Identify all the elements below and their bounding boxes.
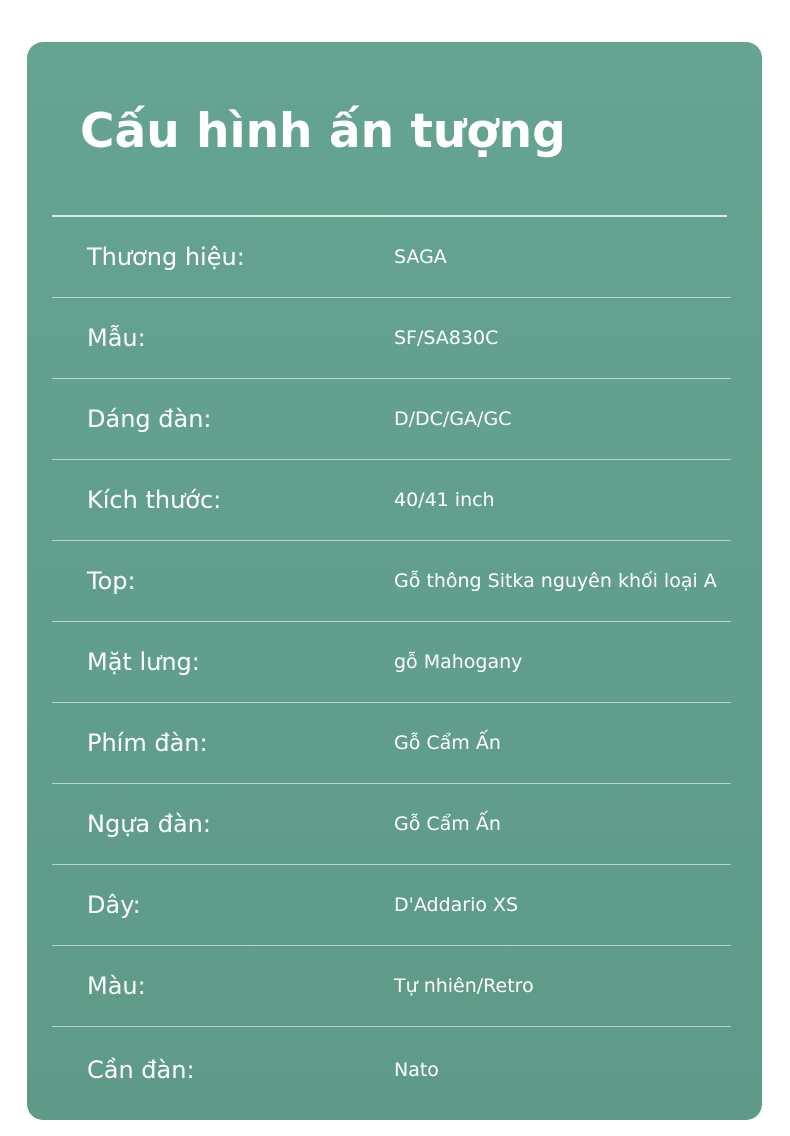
spec-row-top [52, 541, 731, 622]
spec-row-strings [52, 865, 731, 946]
spec-list [52, 217, 731, 1113]
spec-label: Dây: [87, 891, 141, 919]
spec-row-neck [52, 1027, 731, 1113]
spec-value: Gỗ thông Sitka nguyên khối loại A [394, 570, 717, 592]
spec-row-model [52, 298, 731, 379]
spec-value: Tự nhiên/Retro [394, 975, 534, 997]
spec-row-body-shape [52, 379, 731, 460]
spec-row-size [52, 460, 731, 541]
spec-label: Dáng đàn: [87, 405, 212, 433]
spec-value: Nato [394, 1059, 439, 1081]
spec-value: SF/SA830C [394, 327, 499, 349]
spec-value: SAGA [394, 246, 447, 268]
spec-row-color [52, 946, 731, 1027]
spec-label: Phím đàn: [87, 729, 208, 757]
spec-card [27, 42, 762, 1120]
spec-value: D/DC/GA/GC [394, 408, 512, 430]
spec-value: Gỗ Cẩm Ấn [394, 732, 501, 754]
spec-label: Màu: [87, 972, 146, 1000]
spec-value: 40/41 inch [394, 489, 495, 511]
spec-label: Thương hiệu: [87, 243, 245, 271]
spec-row-fretboard [52, 703, 731, 784]
spec-label: Ngựa đàn: [87, 810, 211, 838]
spec-value: Gỗ Cẩm Ấn [394, 813, 501, 835]
spec-row-brand [52, 217, 731, 298]
spec-label: Cần đàn: [87, 1056, 195, 1084]
spec-label: Kích thước: [87, 486, 222, 514]
spec-label: Mẫu: [87, 324, 146, 352]
spec-label: Top: [87, 567, 136, 595]
spec-row-bridge [52, 784, 731, 865]
spec-value: gỗ Mahogany [394, 651, 523, 673]
page-title: Cấu hình ấn tượng [80, 104, 566, 159]
spec-label: Mặt lưng: [87, 648, 200, 676]
spec-row-back [52, 622, 731, 703]
spec-value: D'Addario XS [394, 894, 519, 916]
